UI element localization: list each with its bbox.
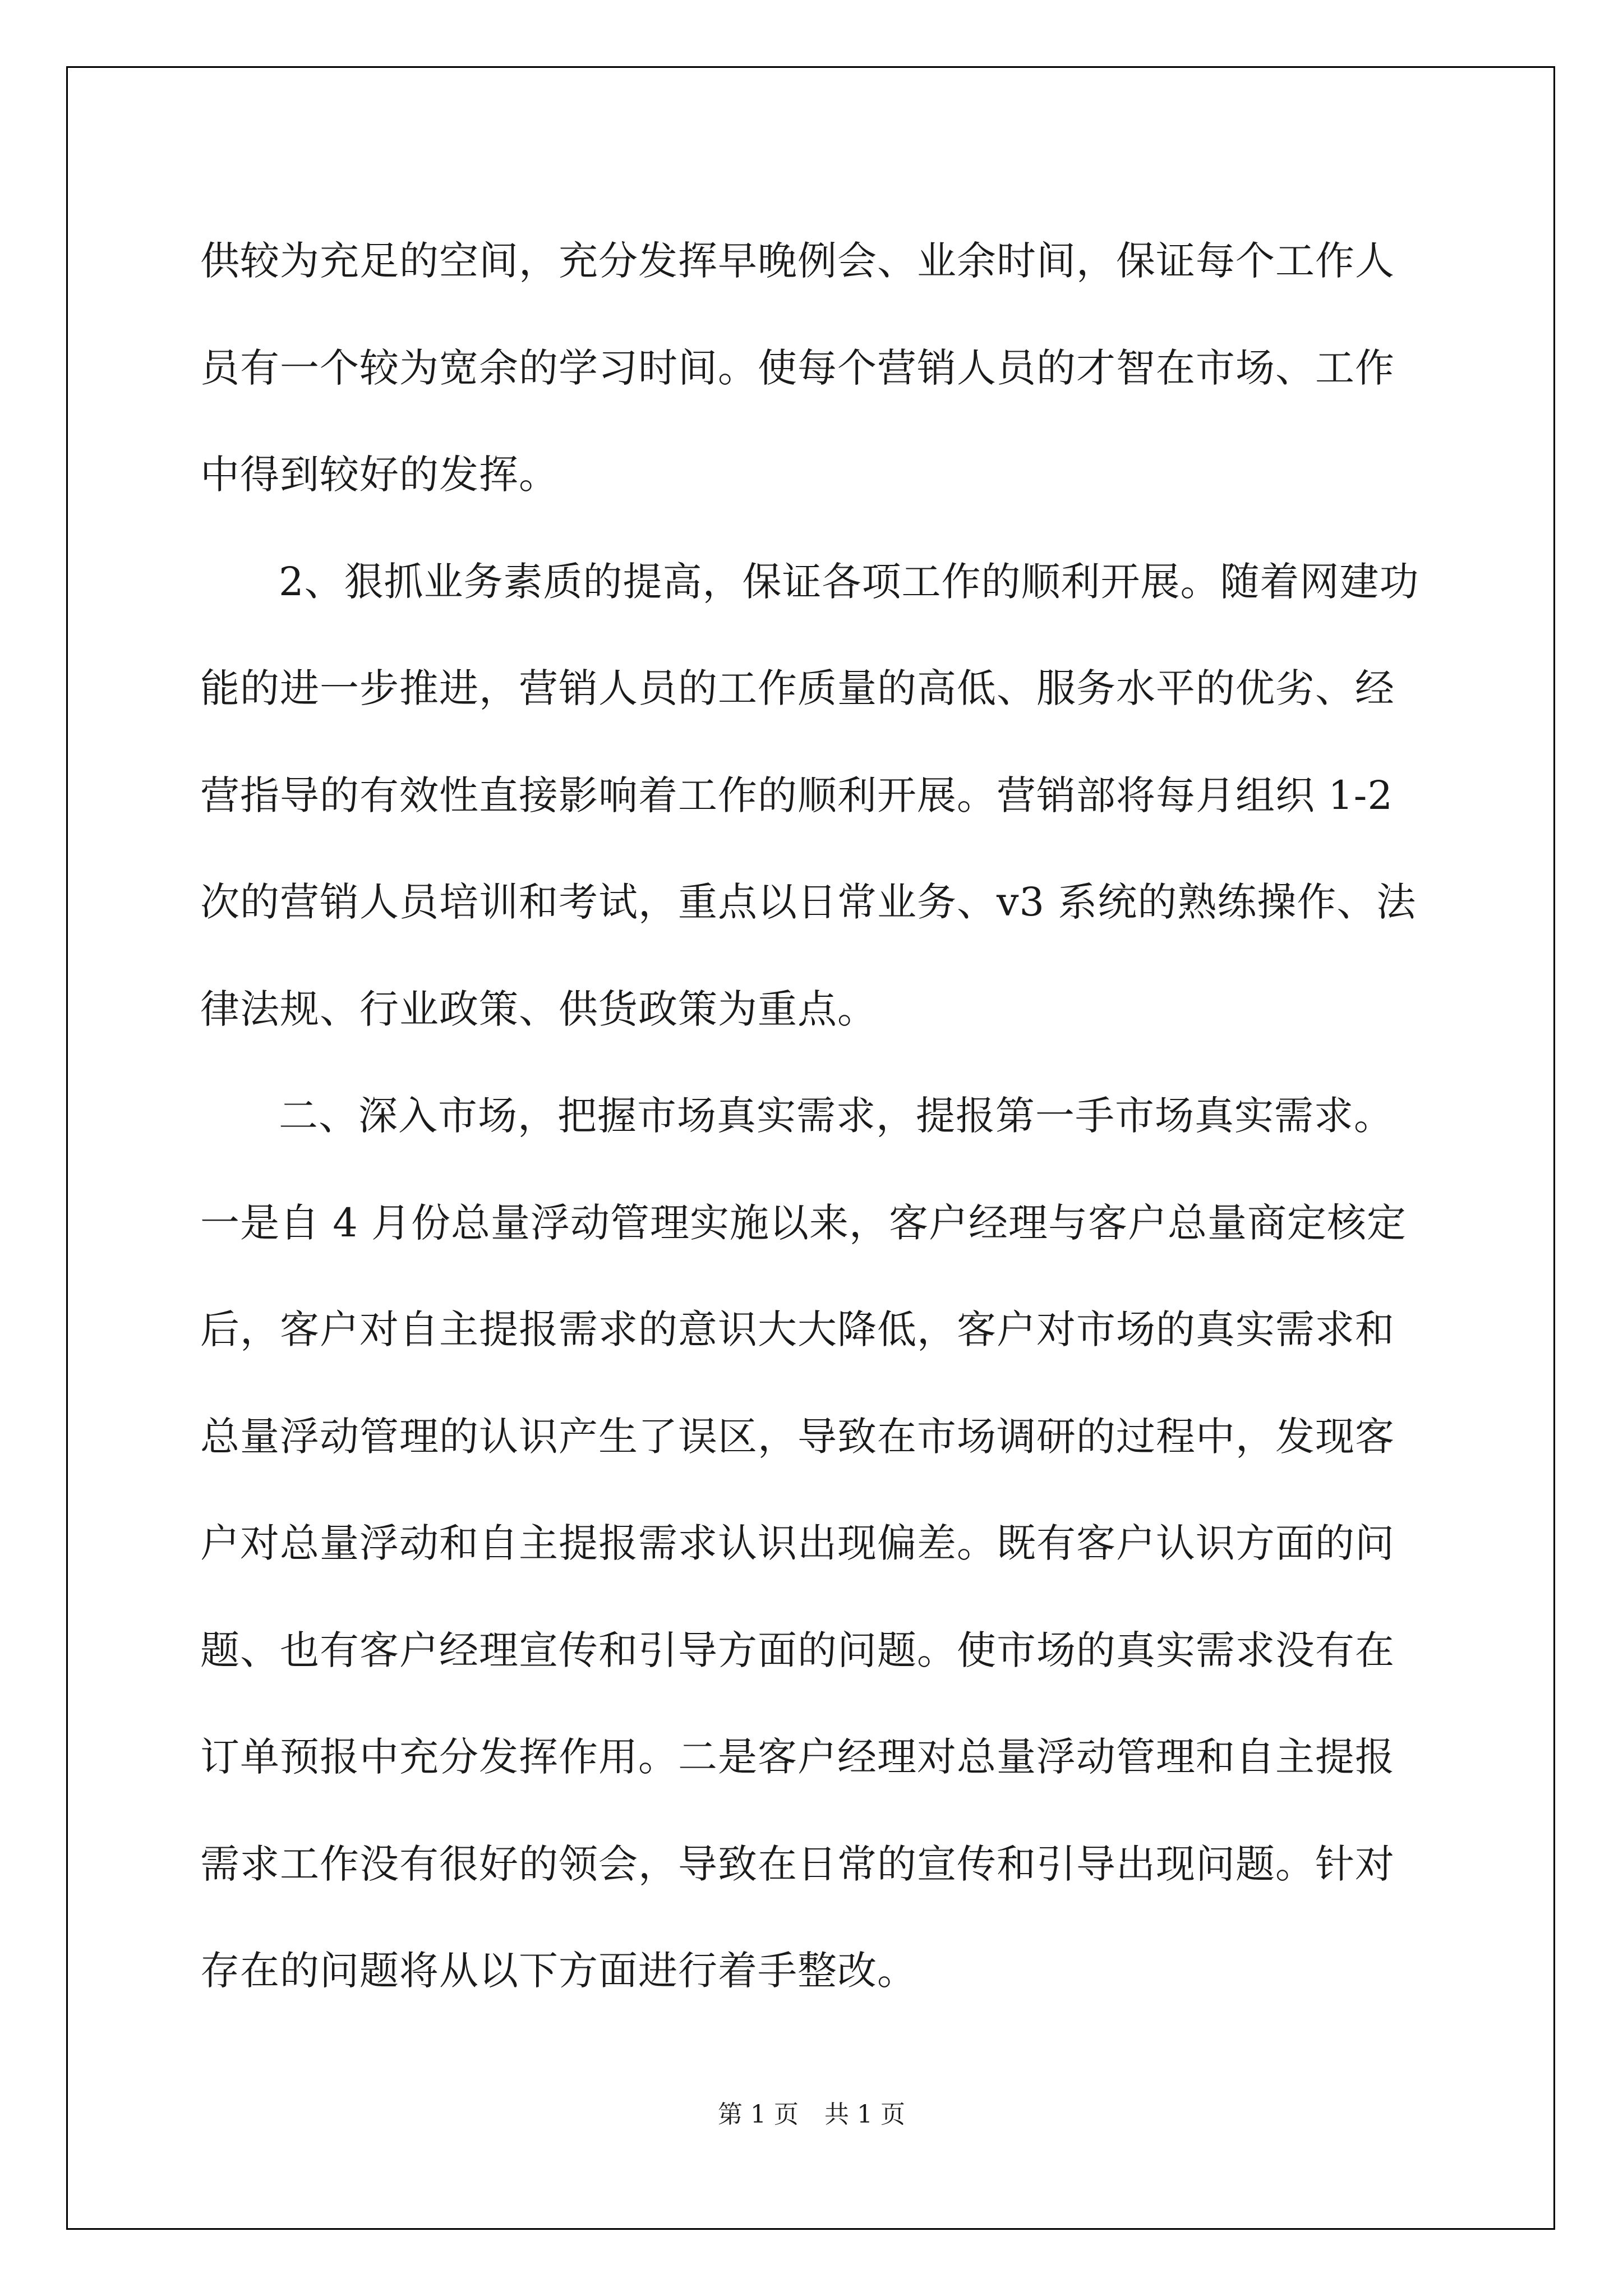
document-body: [200, 208, 1434, 2024]
text-line: 员有一个较为宽余的学习时间。使每个营销人员的才智在市场、工作: [200, 344, 1395, 391]
text-line: 能的进一步推进，营销人员的工作质量的高低、服务水平的优劣、经: [200, 665, 1395, 711]
text-line: 题、也有客户经理宣传和引导方面的问题。使市场的真实需求没有在: [200, 1627, 1395, 1673]
text-line: 供较为充足的空间，充分发挥早晚例会、业余时间，保证每个工作人: [200, 238, 1395, 284]
page-footer: [0, 2098, 1623, 2132]
text-line: 订单预报中充分发挥作用。二是客户经理对总量浮动管理和自主提报: [200, 1734, 1395, 1780]
paragraph-start-line: 2、狠抓业务素质的提高，保证各项工作的顺利开展。随着网建功: [279, 558, 1419, 605]
text-line: 次的营销人员培训和考试，重点以日常业务、v3 系统的熟练操作、法: [200, 879, 1417, 925]
text-line: 总量浮动管理的认识产生了误区，导致在市场调研的过程中，发现客: [200, 1413, 1395, 1460]
text-line: 一是自 4 月份总量浮动管理实施以来，客户经理与客户总量商定核定: [200, 1199, 1407, 1246]
paragraph-start-line: 二、深入市场，把握市场真实需求，提报第一手市场真实需求。: [279, 1093, 1394, 1139]
text-line: 营指导的有效性直接影响着工作的顺利开展。营销部将每月组织 1-2: [200, 772, 1393, 818]
text-line: 需求工作没有很好的领会，导致在日常的宣传和引导出现问题。针对: [200, 1841, 1395, 1887]
text-line: 后，客户对自主提报需求的意识大大降低，客户对市场的真实需求和: [200, 1306, 1395, 1352]
text-line: 律法规、行业政策、供货政策为重点。: [200, 986, 877, 1032]
text-line: 存在的问题将从以下方面进行着手整改。: [200, 1948, 917, 1994]
page-number-total: 共 1 页: [824, 2100, 905, 2129]
page-number-current: 第 1 页: [718, 2100, 799, 2129]
text-line: 中得到较好的发挥。: [200, 452, 559, 498]
text-line: 户对总量浮动和自主提报需求认识出现偏差。既有客户认识方面的问: [200, 1520, 1395, 1566]
